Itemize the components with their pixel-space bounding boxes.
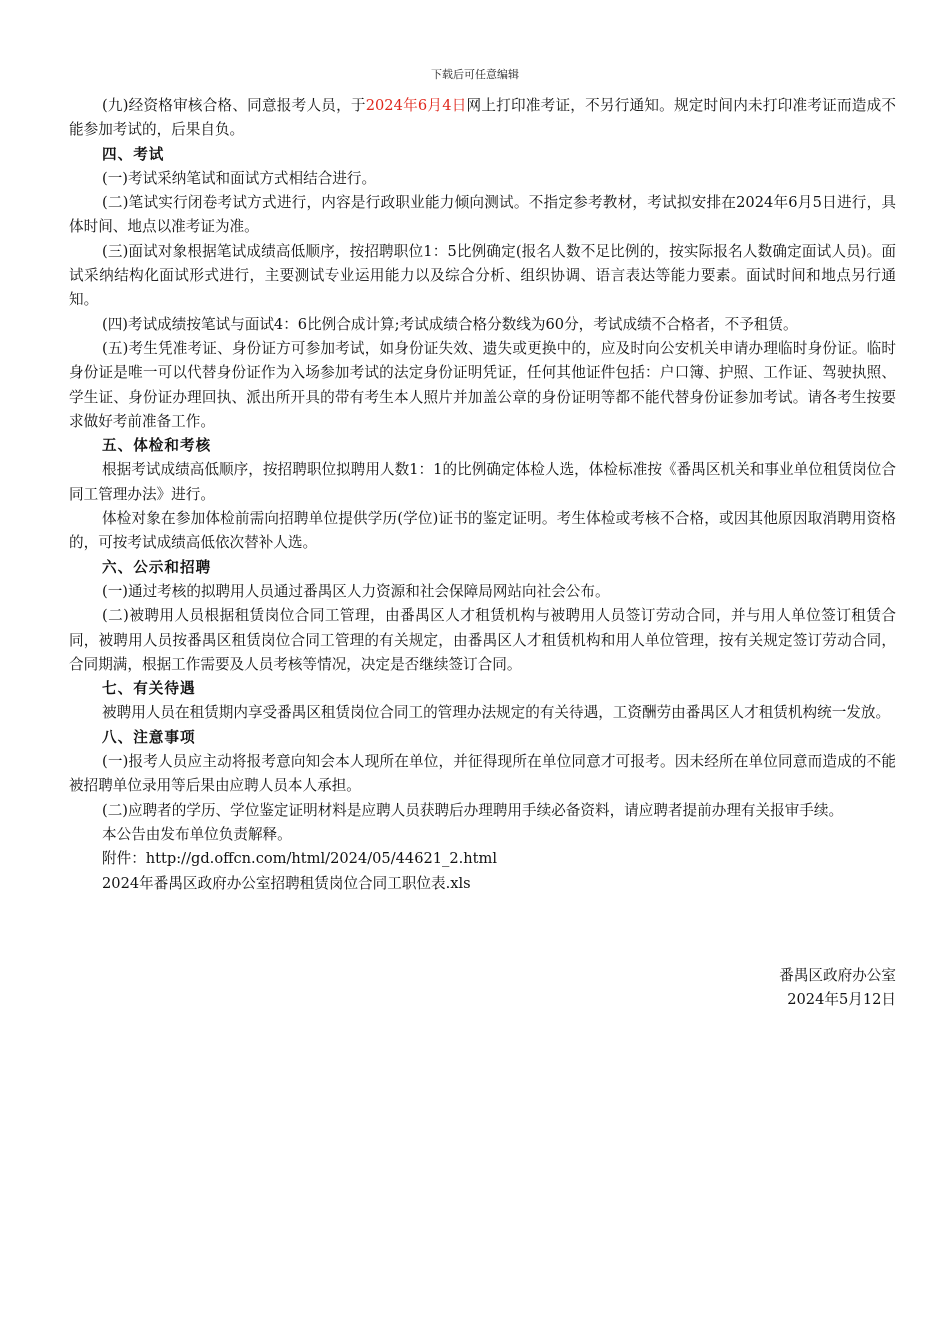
publicity-item-2: (二)被聘用人员根据租赁岗位合同工管理，由番禺区人才租赁机构与被聘用人员签订劳动合同，并与用人单位签订租赁合同，被聘用人员按番禺区租赁岗位合同工管理的有关规定，由番禺区人才租赁机构和用人单位管理，按有关规定签订劳动合同，合同期满，根据工作需要及人员考核等情况，决定是否继续签订合同。 bbox=[69, 607, 896, 673]
attachment-file[interactable]: 2024年番禺区政府办公室招聘租赁岗位合同工职位表.xls bbox=[102, 874, 471, 892]
section-heading-physical-exam: 五、体检和考核 bbox=[102, 437, 212, 455]
attachment-link[interactable]: 附件：http://gd.offcn.com/html/2024/05/44621_2.html bbox=[102, 850, 498, 868]
section-heading-exam: 四、考试 bbox=[102, 145, 165, 163]
document-body bbox=[69, 94, 896, 896]
section-heading-benefits: 七、有关待遇 bbox=[102, 680, 196, 698]
exam-item-4: (四)考试成绩按笔试与面试4：6比例合成计算;考试成绩合格分数线为60分，考试成绩不合格者，不予租赁。 bbox=[102, 315, 798, 333]
paragraph-item-9-prefix: (九)经资格审核合格、同意报考人员，于 bbox=[102, 97, 366, 114]
physical-exam-item-1: 根据考试成绩高低顺序，按招聘职位拟聘用人数1：1的比例确定体检人选，体检标准按《番禺区机关和事业单位租赁岗位合同工管理办法》进行。 bbox=[69, 461, 896, 503]
section-heading-notes: 八、注意事项 bbox=[102, 728, 196, 746]
exam-item-2: (二)笔试实行闭卷考试方式进行，内容是行政职业能力倾向测试。不指定参考教材，考试拟安排在2024年6月5日进行，具体时间、地点以准考证为准。 bbox=[69, 194, 896, 236]
paragraph-item-9 bbox=[69, 94, 896, 143]
section-heading-publicity: 六、公示和招聘 bbox=[102, 558, 212, 576]
paragraph-item-9-suffix: 网上打印准考证，不另行通知。规定时间内未打印准考证而造成不能参加考试的，后果自负。 bbox=[69, 97, 896, 139]
signature-date: 2024年5月12日 bbox=[787, 991, 896, 1008]
publicity-item-1: (一)通过考核的拟聘用人员通过番禺区人力资源和社会保障局网站向社会公布。 bbox=[102, 582, 610, 600]
notes-item-2: (二)应聘者的学历、学位鉴定证明材料是应聘人员获聘后办理聘用手续必备资料，请应聘者提前办理有关报审手续。 bbox=[102, 801, 844, 819]
physical-exam-item-2: 体检对象在参加体检前需向招聘单位提供学历(学位)证书的鉴定证明。考生体检或考核不合格，或因其他原因取消聘用资格的，可按考试成绩高低依次替补人选。 bbox=[69, 510, 896, 552]
signature-org: 番禺区政府办公室 bbox=[779, 967, 896, 984]
exam-item-3: (三)面试对象根据笔试成绩高低顺序，按招聘职位1：5比例确定(报名人数不足比例的，按实际报名人数确定面试人员)。面试采纳结构化面试形式进行，主要测试专业运用能力以及综合分析、组织协调、语言表达等能力要素。面试时间和地点另行通知。 bbox=[69, 242, 896, 309]
highlight-date: 2024年6月4日 bbox=[365, 97, 467, 114]
notes-item-1: (一)报考人员应主动将报考意向知会本人现所在单位，并征得现所在单位同意才可报考。因未经所在单位同意而造成的不能被招聘单位录用等后果由应聘人员本人承担。 bbox=[69, 753, 896, 795]
benefits-item-1: 被聘用人员在租赁期内享受番禺区租赁岗位合同工的管理办法规定的有关待遇，工资酬劳由番禺区人才租赁机构统一发放。 bbox=[102, 704, 891, 722]
header-note: 下载后可任意编辑 bbox=[431, 68, 519, 81]
exam-item-1: (一)考试采纳笔试和面试方式相结合进行。 bbox=[102, 169, 377, 187]
closing-statement: 本公告由发布单位负责解释。 bbox=[102, 825, 292, 843]
exam-item-5: (五)考生凭准考证、身份证方可参加考试，如身份证失效、遗失或更换中的，应及时向公安机关申请办理临时身份证。临时身份证是唯一可以代替身份证作为入场参加考试的法定身份证明凭证，任何其他证件包括：户口簿、护照、工作证、驾驶执照、学生证、身份证办理回执、派出所开具的带有考生本人照片并加盖公章的身份证明等都不能代替身份证参加考试。请各考生按要求做好考前准备工作。 bbox=[69, 339, 896, 430]
